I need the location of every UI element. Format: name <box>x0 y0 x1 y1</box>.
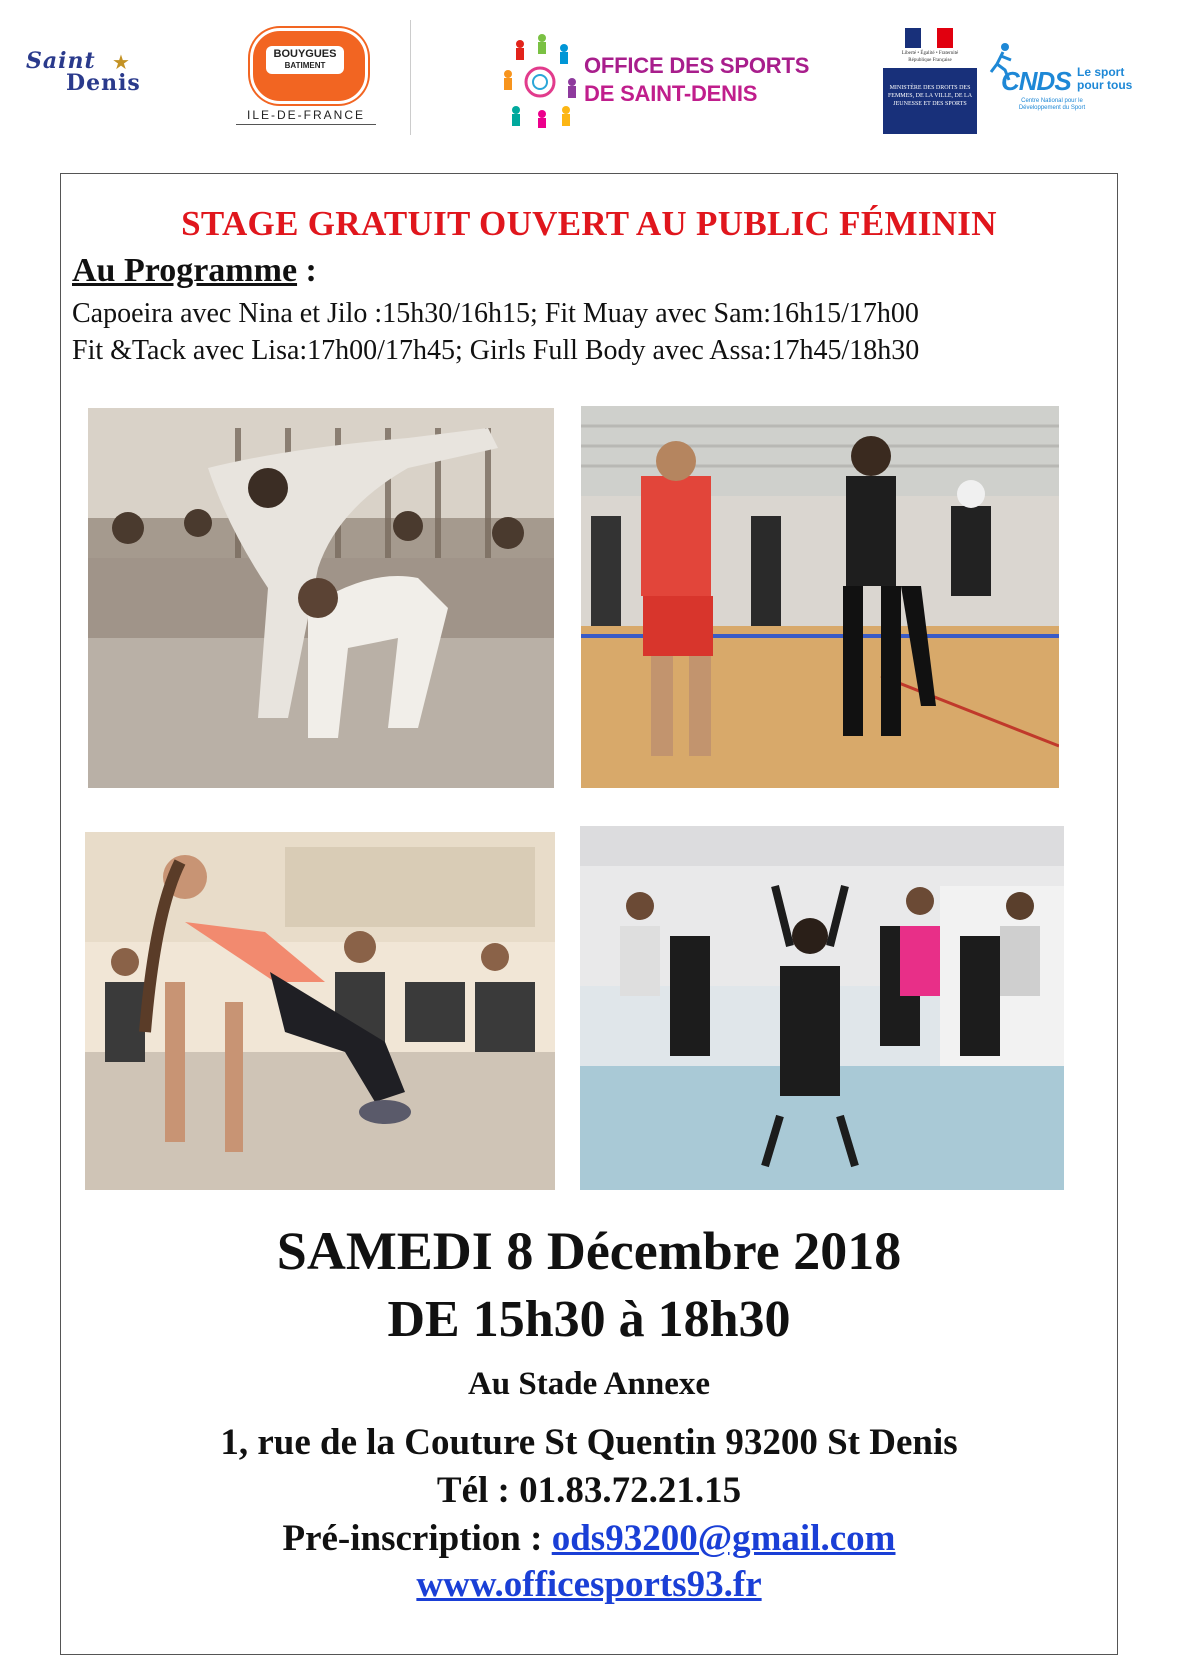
saint-denis-logo <box>26 48 156 108</box>
bouygues-name: BOUYGUES <box>273 48 337 60</box>
rf-ministry: MINISTÈRE DES DROITS DES FEMMES, DE LA VILLE, DE LA JEUNESSE ET DES SPORTS <box>887 85 973 107</box>
ods-line2: DE SAINT-DENIS <box>584 81 758 106</box>
cnds-acronym: CNDS <box>1001 66 1071 96</box>
rf-motto: Liberté • Égalité • Fraternité <box>901 51 959 56</box>
program-title <box>72 252 317 290</box>
program-title-colon: : <box>297 252 317 289</box>
program-line: Fit &Tack avec Lisa:17h00/17h45; Girls Full Body avec Assa:17h45/18h30 <box>72 335 920 366</box>
divider <box>236 124 376 125</box>
french-flag-icon <box>905 28 953 48</box>
cnds-slogan-1: Le sport <box>1077 65 1125 79</box>
event-venue: Au Stade Annexe <box>467 1366 711 1402</box>
muay-thai-photo <box>581 406 1059 788</box>
ods-line1: OFFICE DES SPORTS <box>584 53 810 78</box>
event-time: DE 15h30 à 18h30 <box>387 1291 791 1348</box>
website <box>60 1563 1118 1606</box>
saint-denis-logo-line2: Denis <box>66 70 141 96</box>
rf-name: République Française <box>908 58 952 63</box>
star-icon: ★ <box>112 52 130 74</box>
saint-denis-logo-line1: Saint <box>26 48 96 74</box>
bouygues-batiment-logo <box>232 24 380 130</box>
preinscription-label: Pré-inscription : <box>282 1518 552 1559</box>
capoeira-photo <box>88 408 554 788</box>
program-line: Capoeira avec Nina et Jilo :15h30/16h15; Fit Muay avec Sam:16h15/17h00 <box>72 298 919 329</box>
event-date: SAMEDI 8 Décembre 2018 <box>276 1221 902 1281</box>
bouygues-sub: BATIMENT <box>284 61 326 70</box>
sport-figures-swirl-icon <box>500 30 580 130</box>
bouygues-region: ILE-DE-FRANCE <box>246 108 365 122</box>
event-address: 1, rue de la Couture St Quentin 93200 St Denis <box>220 1422 958 1463</box>
program-title-text: Au Programme <box>72 252 298 289</box>
email-link[interactable]: ods93200@gmail.com <box>551 1518 896 1559</box>
headline: STAGE GRATUIT OUVERT AU PUBLIC FÉMININ <box>181 204 997 243</box>
cnds-slogan-2: pour tous <box>1077 78 1133 92</box>
preinscription <box>60 1517 1118 1560</box>
event-phone: Tél : 01.83.72.21.15 <box>436 1470 742 1511</box>
cnds-logo <box>987 40 1147 120</box>
website-link[interactable]: www.officesports93.fr <box>416 1564 762 1605</box>
cnds-full-name: Centre National pour le Développement du Sport <box>1018 98 1086 111</box>
divider <box>410 20 411 135</box>
group-dance-photo <box>580 826 1064 1190</box>
republique-francaise-logo <box>883 24 977 134</box>
office-des-sports-logo <box>500 30 810 136</box>
fitness-plank-photo <box>85 832 555 1190</box>
